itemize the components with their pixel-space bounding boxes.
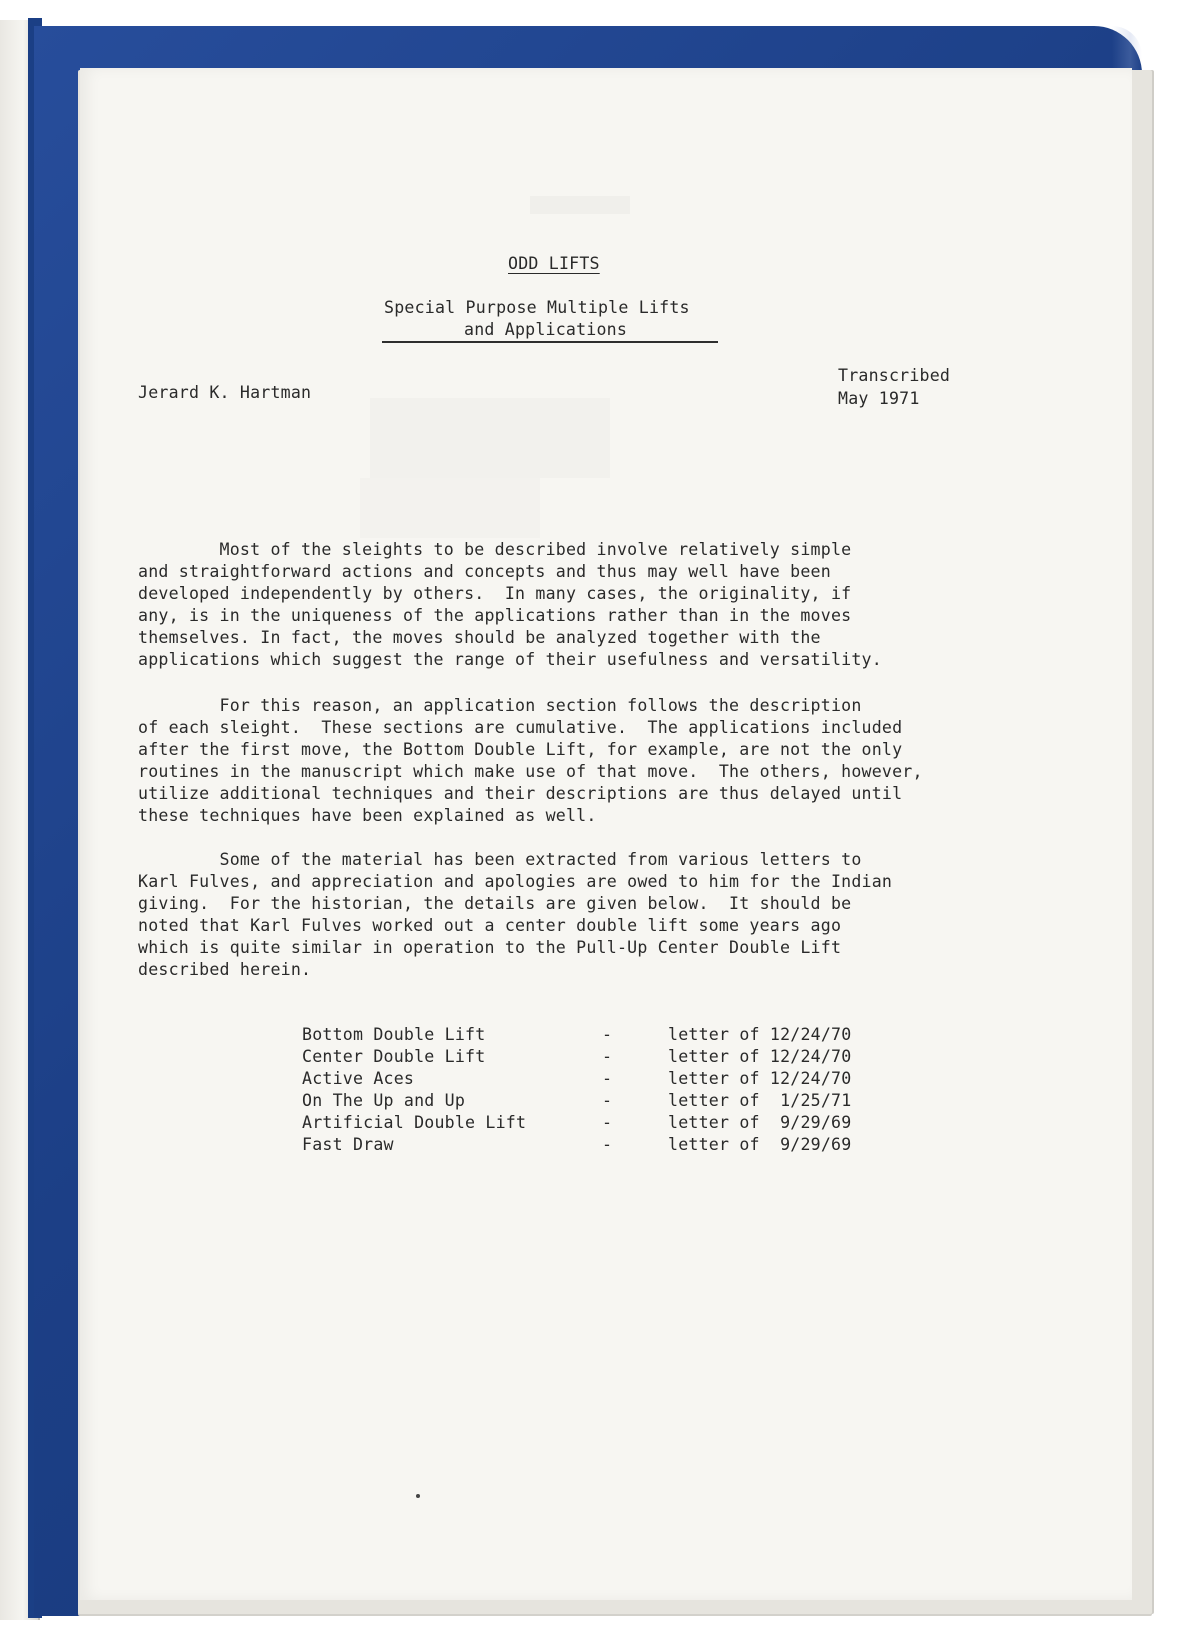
move-name: Center Double Lift (302, 1047, 486, 1066)
move-name: Artificial Double Lift (302, 1113, 527, 1132)
typed-page (80, 68, 1132, 1600)
subtitle-line-2: and Applications (464, 320, 628, 339)
paragraph-line: after the first move, the Bottom Double Lift, for example, are not the only (138, 740, 903, 759)
letter-date: letter of 12/24/70 (668, 1047, 852, 1066)
row-dash: - (602, 1135, 613, 1154)
letter-date: letter of 9/29/69 (668, 1113, 852, 1132)
transcribed-label: Transcribed (838, 366, 951, 385)
paragraph-3 (138, 849, 1028, 981)
show-through-mark (370, 398, 610, 478)
paragraph-line: Karl Fulves, and appreciation and apologies are owed to him for the Indian (138, 872, 893, 891)
letter-row (302, 1134, 902, 1156)
page-title: ODD LIFTS (508, 254, 600, 273)
letters-table (302, 1024, 902, 1156)
subtitle-line-1: Special Purpose Multiple Lifts (384, 298, 690, 317)
row-dash: - (602, 1091, 613, 1110)
move-name: Active Aces (302, 1069, 415, 1088)
paragraph-line: themselves. In fact, the moves should be analyzed together with the (138, 628, 821, 647)
row-dash: - (602, 1069, 613, 1088)
paragraph-line: For this reason, an application section follows the description (138, 696, 862, 715)
paragraph-2 (138, 695, 1028, 827)
paragraph-line: utilize additional techniques and their descriptions are thus delayed until (138, 784, 903, 803)
paragraph-line: and straightforward actions and concepts and thus may well have been (138, 562, 831, 581)
paragraph-line: Most of the sleights to be described involve relatively simple (138, 540, 852, 559)
paragraph-line: which is quite similar in operation to the Pull-Up Center Double Lift (138, 938, 842, 957)
paragraph-line: noted that Karl Fulves worked out a center double lift some years ago (138, 916, 842, 935)
letter-row (302, 1046, 902, 1068)
binder-cover (34, 26, 1142, 1616)
row-dash: - (602, 1025, 613, 1044)
paragraph-line: applications which suggest the range of their usefulness and versatility. (138, 650, 882, 669)
letter-row (302, 1112, 902, 1134)
paragraph-line: any, is in the uniqueness of the applications rather than in the moves (138, 606, 852, 625)
paragraph-line: described herein. (138, 960, 312, 979)
subtitle-underline (382, 341, 718, 343)
author-name: Jerard K. Hartman (138, 383, 312, 402)
ink-speck (416, 1494, 420, 1498)
paragraph-line: Some of the material has been extracted from various letters to (138, 850, 862, 869)
letter-row (302, 1090, 902, 1112)
move-name: Fast Draw (302, 1135, 394, 1154)
move-name: Bottom Double Lift (302, 1025, 486, 1044)
paragraph-1 (138, 539, 1028, 671)
letter-date: letter of 1/25/71 (668, 1091, 852, 1110)
transcribed-date: May 1971 (838, 389, 920, 408)
letter-date: letter of 12/24/70 (668, 1069, 852, 1088)
paragraph-line: of each sleight. These sections are cumulative. The applications included (138, 718, 903, 737)
letter-row (302, 1068, 902, 1090)
paragraph-line: these techniques have been explained as well. (138, 806, 597, 825)
letter-row (302, 1024, 902, 1046)
paragraph-line: routines in the manuscript which make use of that move. The others, however, (138, 762, 923, 781)
move-name: On The Up and Up (302, 1091, 466, 1110)
letter-date: letter of 12/24/70 (668, 1025, 852, 1044)
show-through-mark (360, 478, 540, 538)
paragraph-line: developed independently by others. In many cases, the originality, if (138, 584, 852, 603)
row-dash: - (602, 1047, 613, 1066)
row-dash: - (602, 1113, 613, 1132)
show-through-mark (530, 196, 630, 214)
letter-date: letter of 9/29/69 (668, 1135, 852, 1154)
paragraph-line: giving. For the historian, the details are given below. It should be (138, 894, 852, 913)
